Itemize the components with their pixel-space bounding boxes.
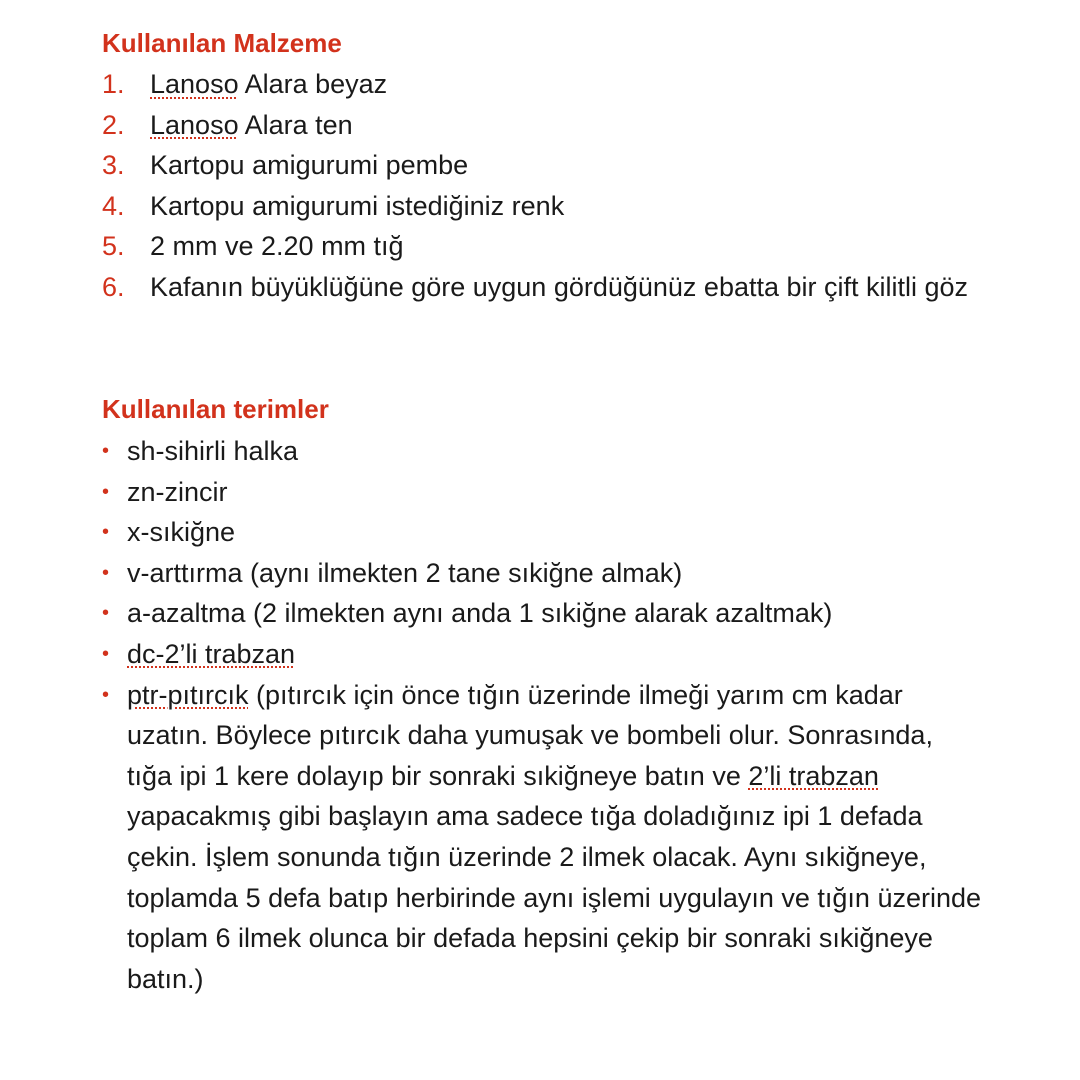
bullet-icon: • bbox=[102, 480, 110, 503]
terms-heading: Kullanılan terimler bbox=[102, 394, 329, 424]
term-text: a-azaltma (2 ilmekten aynı anda 1 sıkiğne alarak azaltmak) bbox=[127, 598, 833, 629]
term-text: v-arttırma (aynı ilmekten 2 tane sıkiğne almak) bbox=[127, 557, 683, 588]
item-text: Kartopu amigurumi pembe bbox=[150, 150, 469, 181]
item-number: 2. bbox=[102, 109, 125, 140]
list-item bbox=[102, 226, 1002, 267]
bullet-icon: • bbox=[102, 440, 110, 462]
list-item bbox=[102, 64, 1002, 105]
item-text: Kartopu amigurumi istediğiniz renk bbox=[150, 190, 565, 221]
term-reference: 2’li trabzan bbox=[748, 760, 879, 791]
item-number: 6. bbox=[102, 271, 125, 302]
term-text: zn-zincir bbox=[127, 476, 228, 507]
item-text: Kafanın büyüklüğüne göre uygun gördüğünüz ebatta bir çift kilitli göz bbox=[150, 271, 969, 302]
term-description: (pıtırcık için önce tığın üzerinde ilmeği yarım cm kadar uzatın. Böylece pıtırcık daha yumuşak ve bombeli olur. Sonrasında, tığa ipi 1 kere dolayıp bir sonraki sıkiğneye batın ve bbox=[127, 679, 933, 791]
list-item bbox=[102, 512, 982, 553]
term-text: x-sıkiğne bbox=[127, 517, 236, 548]
bullet-icon: • bbox=[102, 642, 110, 665]
list-item bbox=[102, 145, 1002, 186]
item-number: 5. bbox=[102, 231, 125, 262]
list-item bbox=[102, 593, 982, 634]
term-description-cont: yapacakmış gibi başlayın ama sadece tığa doladığınız ipi 1 defada çekin. İşlem sonunda tığın üzerinde 2 ilmek olacak. Aynı sıkiğneye, toplamda 5 defa batıp herbirinde aynı işlemi uygulayın ve tığın üzerinde toplam 6 ilmek olunca bir defada hepsini çekip bir sonraki sıkiğneye batın.) bbox=[127, 801, 982, 994]
item-text: Alara ten bbox=[238, 109, 353, 140]
item-text: Alara beyaz bbox=[238, 69, 388, 99]
bullet-icon: • bbox=[102, 521, 110, 544]
brand-name: Lanoso bbox=[150, 69, 239, 99]
list-item bbox=[102, 634, 982, 675]
item-number: 3. bbox=[102, 150, 125, 181]
bullet-icon: • bbox=[102, 561, 110, 584]
list-item bbox=[102, 186, 1002, 227]
list-item bbox=[102, 431, 982, 472]
item-number: 1. bbox=[102, 69, 125, 99]
list-item bbox=[102, 105, 1002, 146]
item-text: 2 mm ve 2.20 mm tığ bbox=[150, 231, 404, 262]
bullet-icon: • bbox=[102, 683, 110, 706]
list-item bbox=[102, 472, 982, 513]
term-code: ptr-pıtırcık bbox=[127, 679, 249, 710]
list-item bbox=[102, 267, 1002, 308]
list-item bbox=[102, 553, 982, 594]
item-number: 4. bbox=[102, 190, 125, 221]
materials-list bbox=[102, 64, 1002, 308]
list-item bbox=[102, 675, 982, 1000]
brand-name: Lanoso bbox=[150, 109, 239, 140]
bullet-icon: • bbox=[102, 602, 110, 625]
term-text: sh-sihirli halka bbox=[127, 436, 299, 466]
materials-heading: Kullanılan Malzeme bbox=[102, 28, 342, 58]
terms-list bbox=[102, 431, 982, 999]
term-code: dc-2’li trabzan bbox=[127, 638, 296, 669]
